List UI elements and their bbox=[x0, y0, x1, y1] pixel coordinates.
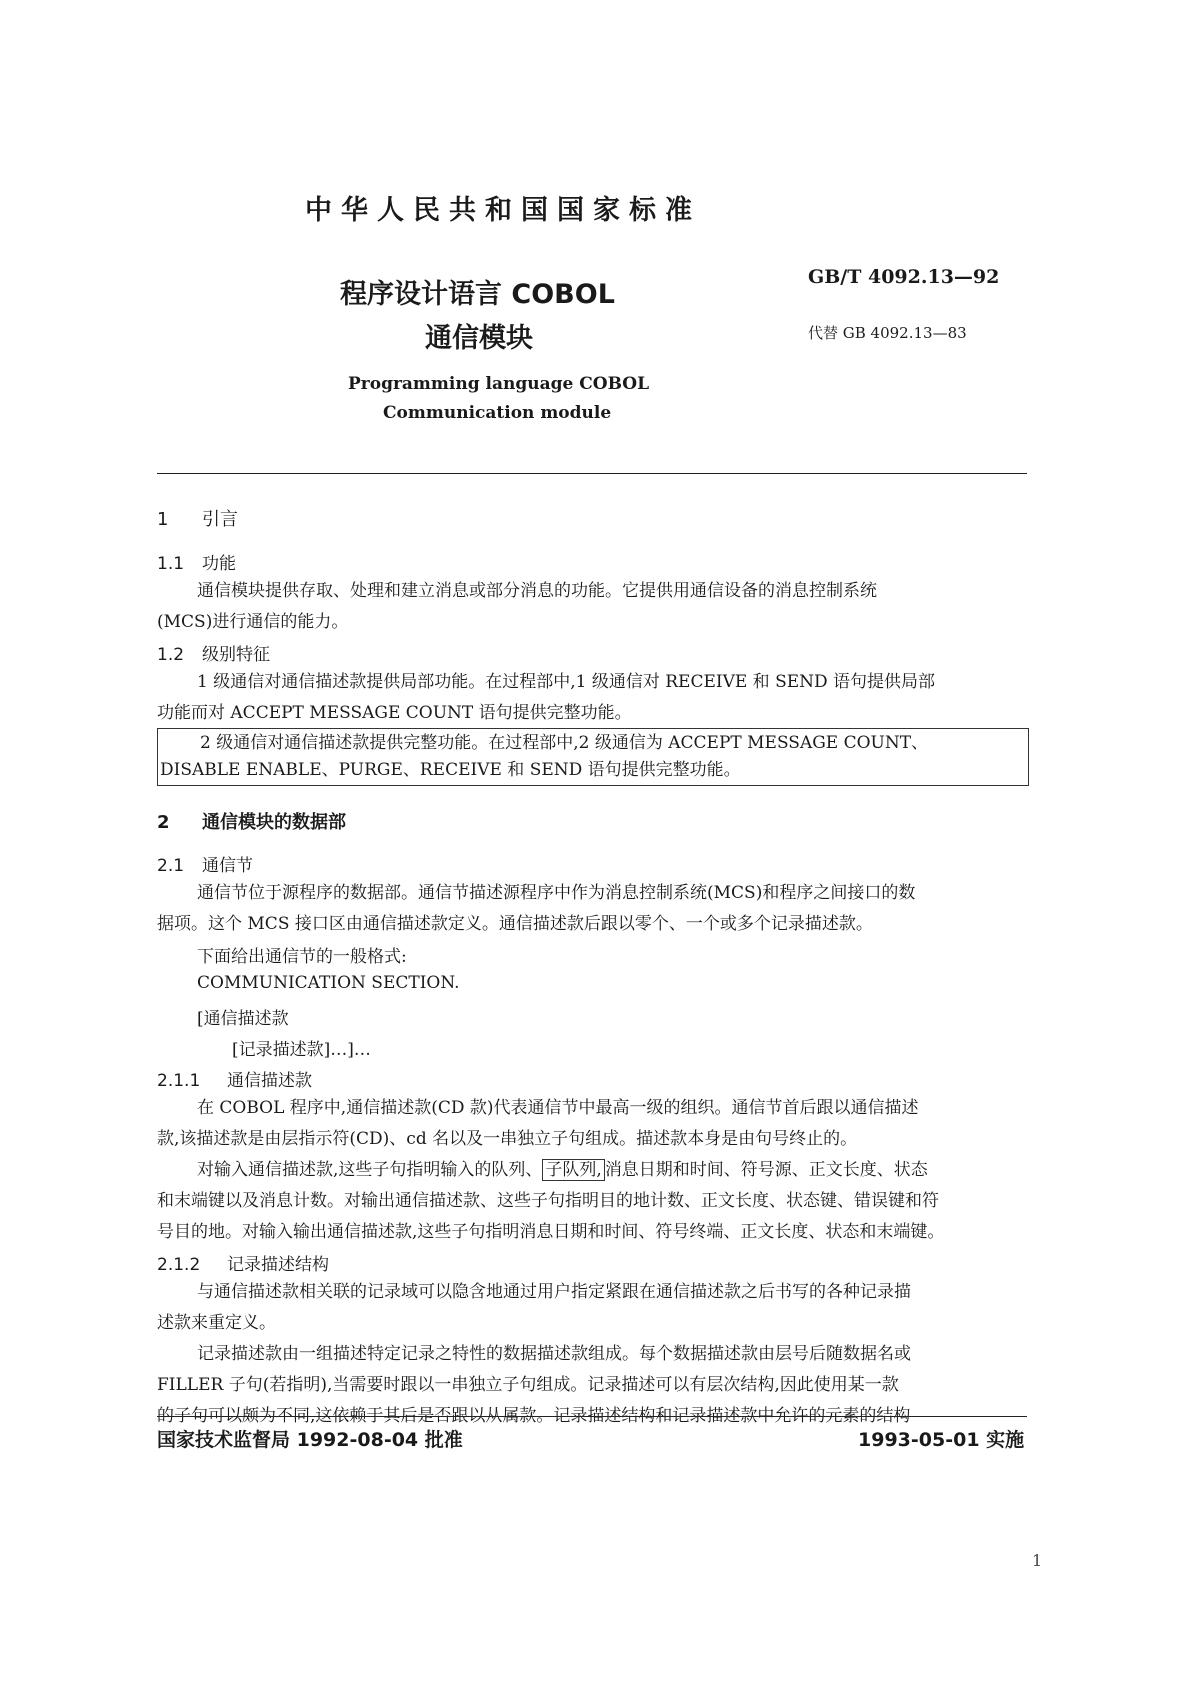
replaces-standard: 代替 GB 4092.13—83 bbox=[808, 324, 967, 342]
section-1-1-heading: 1.1 功能 bbox=[157, 554, 236, 574]
section-2-1-1-heading: 2.1.1 通信描述款 bbox=[157, 1071, 312, 1091]
revision-inline-box: 子队列, bbox=[542, 1159, 604, 1181]
national-standard-heading: 中华人民共和国国家标准 bbox=[305, 195, 701, 226]
title-cn-line2: 通信模块 bbox=[425, 323, 533, 354]
section-1-2-heading: 1.2 级别特征 bbox=[157, 645, 270, 665]
section-1-1-body: 通信模块提供存取、处理和建立消息或部分消息的功能。它提供用通信设备的消息控制系统 (MCS)进行通信的能力。 bbox=[157, 581, 877, 632]
format-line-1: COMMUNICATION SECTION. bbox=[197, 973, 460, 993]
footer-divider bbox=[157, 1416, 1027, 1417]
format-line-2: [通信描述款 bbox=[197, 1009, 289, 1029]
section-2-1-2-body: 与通信描述款相关联的记录域可以隐含地通过用户指定紧跟在通信描述款之后书写的各种记录描 述款来重定义。 记录描述款由一组描述特定记录之特性的数据描述款组成。每个数据描述款由层号后随数据名或 FILLER 子句(若指明),当需要时跟以一串独立子句组成。记录描述可以有层次结构,因此使用某一款 的子句可以颇为不同,这依赖于其后是否跟以从属款。记录描述结构和记录描述款中允许的元素的结构 bbox=[157, 1282, 911, 1426]
header-divider bbox=[157, 473, 1027, 474]
format-line-3: [记录描述款]…]… bbox=[232, 1040, 371, 1060]
revision-box: 2 级通信对通信描述款提供完整功能。在过程部中,2 级通信为 ACCEPT MESSAGE COUNT、 DISABLE ENABLE、PURGE、RECEIVE 和 SEND 语句提供完整功能。 bbox=[157, 728, 1029, 786]
approval-date: 国家技术监督局 1992-08-04 批准 bbox=[157, 1429, 463, 1451]
section-2-heading: 2 通信模块的数据部 bbox=[157, 812, 346, 833]
section-2-1-body: 通信节位于源程序的数据部。通信节描述源程序中作为消息控制系统(MCS)和程序之间接口的数 据项。这个 MCS 接口区由通信描述款定义。通信描述款后跟以零个、一个或多个记录描述款。 bbox=[157, 883, 916, 934]
section-2-1-2-heading: 2.1.2 记录描述结构 bbox=[157, 1255, 329, 1275]
section-1-2-body: 1 级通信对通信描述款提供局部功能。在过程部中,1 级通信对 RECEIVE 和 SEND 语句提供局部 功能而对 ACCEPT MESSAGE COUNT 语句提供完整功能。 bbox=[157, 672, 936, 723]
title-en-line1: Programming language COBOL bbox=[348, 374, 650, 394]
format-intro: 下面给出通信节的一般格式: bbox=[197, 947, 407, 967]
title-en-line2: Communication module bbox=[383, 403, 612, 423]
section-1-heading: 1 引言 bbox=[157, 509, 238, 530]
section-2-1-heading: 2.1 通信节 bbox=[157, 856, 253, 876]
page-number: 1 bbox=[1032, 1551, 1043, 1570]
title-cn-line1: 程序设计语言 COBOL bbox=[340, 279, 615, 310]
effective-date: 1993-05-01 实施 bbox=[858, 1429, 1025, 1451]
standard-number: GB/T 4092.13—92 bbox=[808, 266, 1000, 288]
section-2-1-1-body: 在 COBOL 程序中,通信描述款(CD 款)代表通信节中最高一级的组织。通信节首后跟以通信描述 款,该描述款是由层指示符(CD)、cd 名以及一串独立子句组成。描述款本身是由句号终止的。 对输入通信描述款,这些子句指明输入的队列、 子队列, 消息日期和时间、符号源、正文长度、状态 和末端键以及消息计数。对输出通信描述款、这些子句指明目的地计数、正文长度、状态键、错误键和符 号目的地。对输入输出通信描述款,这些子句指明消息日期和时间、符号终端、正文长度、状态和末端键。 bbox=[157, 1098, 945, 1242]
